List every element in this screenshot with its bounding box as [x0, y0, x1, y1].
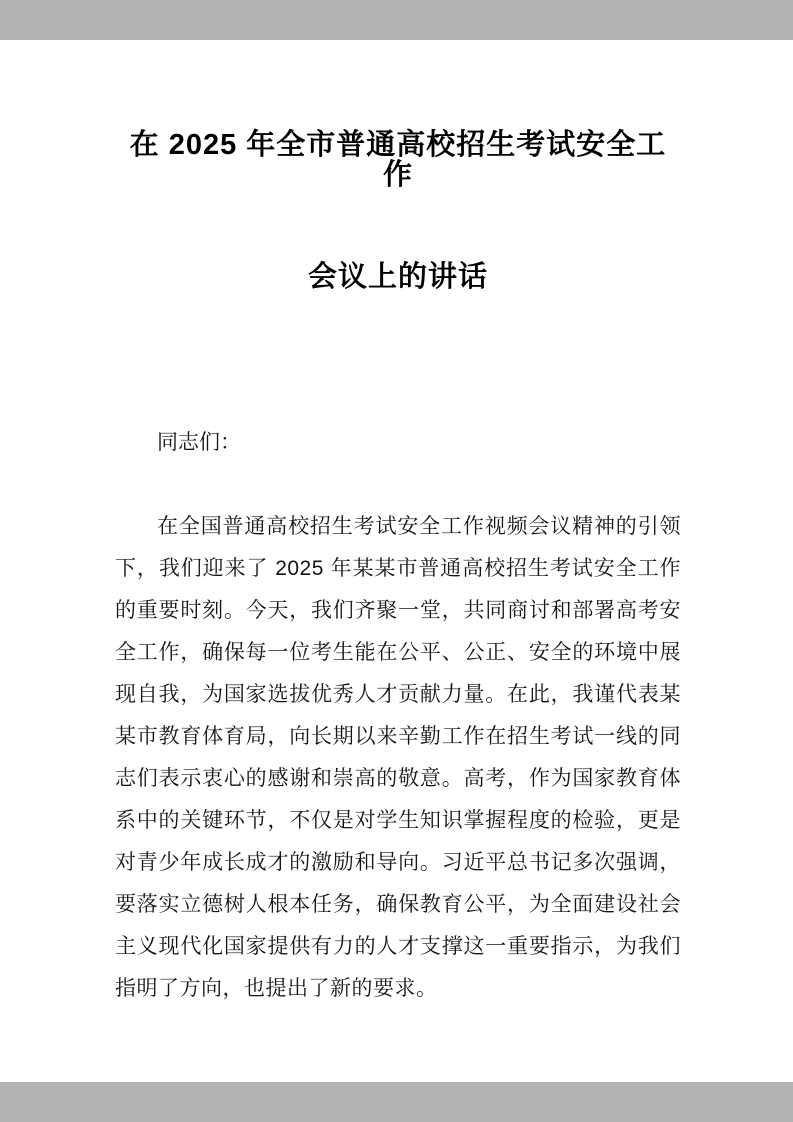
body-paragraph: 在全国普通高校招生考试安全工作视频会议精神的引领下，我们迎来了 2025 年某某市普通高校招生考试安全工作的重要时刻。今天，我们齐聚一堂，共同商讨和部署高考安全工作，确保每一位考生能在公平、公正、安全的环境中展现自我，为国家选拔优秀人才贡献力量。在此，我谨代表某某市教育体育局，向长期以来辛勤工作在招生考试一线的同志们表示衷心的感谢和崇高的敬意。高考，作为国家教育体系中的关键环节，不仅是对学生知识掌握程度的检验，更是对青少年成长成才的激励和导向。习近平总书记多次强调，要落实立德树人根本任务，确保教育公平，为全面建设社会主义现代化国家提供有力的人才支撑这一重要指示，为我们指明了方向，也提出了新的要求。 [115, 515, 681, 1000]
viewer-top-margin [0, 0, 793, 40]
document-title-line-2: 会议上的讲话 [307, 261, 488, 293]
viewer-bottom-margin [0, 1082, 793, 1122]
document-title [115, 130, 681, 292]
document-page [0, 40, 793, 1082]
salutation: 同志们： [157, 431, 241, 454]
document-title-line-1: 在 2025 年全市普通高校招生考试安全工作 [129, 129, 667, 191]
